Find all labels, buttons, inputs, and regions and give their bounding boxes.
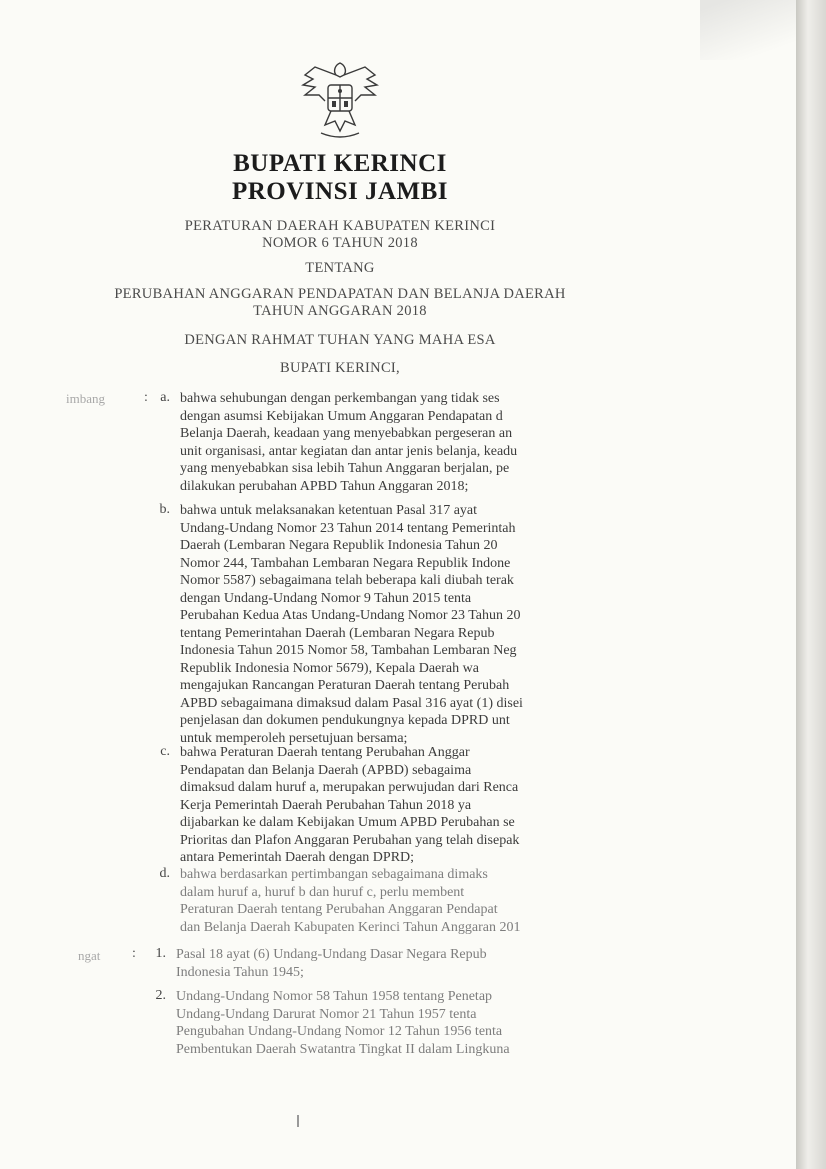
subject-line2: TAHUN ANGGARAN 2018 <box>253 303 427 319</box>
text-line: Nomor 5587) sebagaimana telah beberapa kali diubah terak <box>180 573 514 588</box>
text-line: dimaksud dalam huruf a, merupakan perwujudan dari Renca <box>180 780 519 795</box>
text-line: Undang-Undang Darurat Nomor 21 Tahun 1957 tenta <box>176 1006 477 1022</box>
text-line: bahwa untuk melaksanakan ketentuan Pasal 317 ayat <box>180 503 478 518</box>
text-line: unit organisasi, antar kegiatan dan antar jenis belanja, keadu <box>180 443 518 459</box>
blessing-line: DENGAN RAHMAT TUHAN YANG MAHA ESA <box>184 332 496 348</box>
text-line: Undang-Undang Nomor 58 Tahun 1958 tentang Penetap <box>176 989 493 1004</box>
mengingat-label: ngat <box>78 948 101 963</box>
text-line: APBD sebagaimana dimaksud dalam Pasal 316 ayat (1) disei <box>180 695 523 711</box>
text-line: dan Belanja Daerah Kabupaten Kerinci Tahun Anggaran 201 <box>180 919 521 935</box>
menimbang-label: imbang <box>66 391 105 406</box>
regulation-line1: PERATURAN DAERAH KABUPATEN KERINCI <box>184 218 496 234</box>
text-line: Perubahan Kedua Atas Undang-Undang Nomor 23 Tahun 20 <box>180 608 521 623</box>
item-number: 1. <box>155 946 166 961</box>
text-line: Pasal 18 ayat (6) Undang-Undang Dasar Negara Repub <box>176 947 487 962</box>
menimbang-item-a <box>180 390 620 495</box>
text-line: mengajukan Rancangan Peraturan Daerah tentang Perubah <box>180 678 510 693</box>
text-line: Indonesia Tahun 2015 Nomor 58, Tambahan Lembaran Neg <box>180 643 517 658</box>
text-line: Pengubahan Undang-Undang Nomor 12 Tahun 1956 tenta <box>176 1024 503 1039</box>
item-letter: d. <box>159 866 170 881</box>
text-line: Pendapatan dan Belanja Daerah (APBD) sebagaima <box>180 762 472 778</box>
text-line: penjelasan dan dokumen pendukungnya kepada DPRD unt <box>180 713 510 728</box>
text-line: Indonesia Tahun 1945; <box>176 964 304 980</box>
menimbang-item-d <box>180 866 616 936</box>
text-line: Kerja Pemerintah Daerah Perubahan Tahun 2018 ya <box>180 797 472 813</box>
menimbang-colon: : <box>144 390 148 405</box>
text-line: yang menyebabkan sisa lebih Tahun Anggaran berjalan, pe <box>180 461 510 476</box>
scan-smudge <box>700 0 800 60</box>
page-edge-shadow <box>796 0 826 1169</box>
text-line: dilakukan perubahan APBD Tahun Anggaran 2018; <box>180 478 469 494</box>
item-letter: b. <box>159 502 170 517</box>
text-line: Belanja Daerah, keadaan yang menyebabkan pergeseran an <box>180 426 513 441</box>
issuer-line: BUPATI KERINCI, <box>280 360 400 376</box>
text-line: bahwa sehubungan dengan perkembangan yang tidak ses <box>180 391 500 406</box>
mengingat-colon: : <box>132 946 136 961</box>
garuda-emblem-icon <box>295 55 385 145</box>
text-line: dalam huruf a, huruf b dan huruf c, perlu membent <box>180 884 465 900</box>
text-line: Republik Indonesia Nomor 5679), Kepala Daerah wa <box>180 660 479 676</box>
text-line: Nomor 244, Tambahan Lembaran Negara Republik Indone <box>180 555 511 571</box>
text-line: antara Pemerintah Daerah dengan DPRD; <box>180 850 415 865</box>
item-number: 2. <box>155 988 166 1003</box>
mengingat-item-1 <box>176 946 616 981</box>
page-footer-mark <box>297 1115 299 1127</box>
title-line1: BUPATI KERINCI <box>233 150 447 177</box>
text-line: bahwa berdasarkan pertimbangan sebagaimana dimaks <box>180 867 488 882</box>
mengingat-item-2 <box>176 988 616 1058</box>
item-letter: c. <box>160 744 170 759</box>
text-line: tentang Pemerintahan Daerah (Lembaran Negara Repub <box>180 625 495 641</box>
item-letter: a. <box>160 390 170 405</box>
text-line: Pembentukan Daerah Swatantra Tingkat II dalam Lingkuna <box>176 1041 510 1057</box>
text-line: untuk memperoleh persetujuan bersama; <box>180 730 408 746</box>
text-line: Peraturan Daerah tentang Perubahan Anggaran Pendapat <box>180 902 498 917</box>
menimbang-item-b <box>180 502 616 747</box>
title-line2: PROVINSI JAMBI <box>231 178 449 205</box>
text-line: dengan Undang-Undang Nomor 9 Tahun 2015 tenta <box>180 590 472 606</box>
text-line: dijabarkan ke dalam Kebijakan Umum APBD Perubahan se <box>180 815 515 830</box>
text-line: bahwa Peraturan Daerah tentang Perubahan Anggar <box>180 745 470 760</box>
regulation-line2: NOMOR 6 TAHUN 2018 <box>262 235 418 251</box>
about-heading: TENTANG <box>305 260 375 276</box>
text-line: Prioritas dan Plafon Anggaran Perubahan yang telah disepak <box>180 832 520 848</box>
text-line: Daerah (Lembaran Negara Republik Indonesia Tahun 20 <box>180 538 498 553</box>
menimbang-item-c <box>180 744 616 867</box>
text-line: Undang-Undang Nomor 23 Tahun 2014 tentang Pemerintah <box>180 520 516 536</box>
text-line: dengan asumsi Kebijakan Umum Anggaran Pendapatan d <box>180 408 503 424</box>
subject-line1: PERUBAHAN ANGGARAN PENDAPATAN DAN BELANJA DAERAH <box>114 286 566 302</box>
